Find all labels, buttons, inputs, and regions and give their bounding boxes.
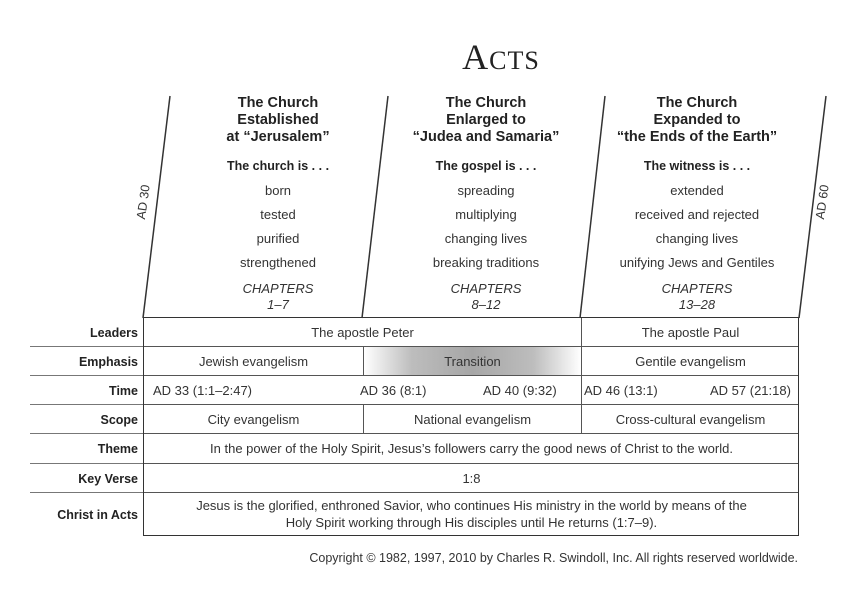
- emphasis-gentile: Gentile evangelism: [635, 353, 746, 369]
- time-ad36: AD 36 (8:1): [360, 382, 427, 398]
- section-heading: The Church Expanded to “the Ends of the Earth”: [616, 95, 778, 145]
- section-jerusalem: [178, 95, 378, 313]
- time-ad46: AD 46 (13:1): [584, 382, 658, 398]
- key-verse-text: 1:8: [462, 470, 481, 486]
- table-row-key-verse: [144, 464, 798, 493]
- chapters-range: 13–28: [678, 297, 716, 312]
- row-divider: [30, 433, 143, 434]
- cell-divider: [581, 376, 582, 404]
- list-item: purified: [256, 231, 300, 246]
- scope-national: National evangelism: [413, 411, 532, 427]
- section-judea-samaria: [386, 95, 586, 313]
- row-label-time: Time: [109, 383, 138, 398]
- list-item: breaking traditions: [432, 255, 540, 270]
- table-row-leaders: [144, 318, 798, 347]
- title-rest: CTS: [489, 46, 540, 75]
- copyright-notice: Copyright © 1982, 1997, 2010 by Charles R. Swindoll, Inc. All rights reserved worldwide.: [309, 551, 798, 565]
- row-label-leaders: Leaders: [90, 325, 138, 340]
- list-item: multiplying: [455, 207, 517, 222]
- row-label-theme: Theme: [97, 442, 138, 456]
- list-item: changing lives: [444, 231, 528, 246]
- row-divider: [30, 404, 143, 405]
- leader-paul: The apostle Paul: [641, 324, 740, 340]
- scope-cross-cultural: Cross-cultural evangelism: [615, 411, 766, 427]
- emphasis-transition: Transition: [364, 347, 581, 375]
- section-lead: The witness is . . .: [643, 159, 751, 173]
- time-ad57: AD 57 (21:18): [710, 382, 791, 398]
- list-item: strengthened: [240, 255, 316, 270]
- timeline-start: AD 30: [134, 183, 153, 221]
- list-item: unifying Jews and Gentiles: [619, 255, 775, 270]
- row-divider: [30, 492, 143, 493]
- table-row-time: [144, 376, 798, 405]
- row-label-key-verse: Key Verse: [78, 471, 138, 486]
- section-heading: The Church Enlarged to “Judea and Samaria”: [412, 95, 560, 145]
- table-row-christ-in-acts: [144, 493, 798, 535]
- title-initial: A: [462, 37, 490, 77]
- emphasis-jewish: Jewish evangelism: [198, 353, 309, 369]
- table-row-emphasis: [144, 347, 798, 376]
- leader-peter: The apostle Peter: [311, 324, 414, 340]
- christ-in-acts-text: Jesus is the glorified, enthroned Savior, who continues His ministry in the world by means of the Holy Spirit working through His disciples until He returns (1:7–9).: [196, 498, 747, 530]
- list-item: born: [264, 183, 292, 198]
- row-label-emphasis: Emphasis: [78, 354, 138, 369]
- row-divider: [30, 346, 143, 347]
- row-divider: [30, 375, 143, 376]
- section-lead: The church is . . .: [226, 159, 330, 173]
- list-item: extended: [670, 183, 724, 198]
- table-row-scope: [144, 405, 798, 434]
- theme-text: In the power of the Holy Spirit, Jesus’s followers carry the good news of Christ to the world.: [210, 441, 733, 456]
- time-ad40: AD 40 (9:32): [483, 382, 557, 398]
- overview-table: [143, 317, 799, 536]
- time-ad33: AD 33 (1:1–2:47): [153, 382, 253, 398]
- section-lead: The gospel is . . .: [435, 159, 537, 173]
- chapters-label: CHAPTERS: [661, 281, 733, 296]
- row-label-scope: Scope: [100, 412, 138, 427]
- scope-city: City evangelism: [207, 411, 300, 427]
- chapters-range: 8–12: [471, 297, 501, 312]
- table-row-theme: [144, 434, 798, 464]
- section-heading: The Church Established at “Jerusalem”: [226, 95, 330, 145]
- list-item: changing lives: [655, 231, 739, 246]
- chapters-range: 1–7: [267, 297, 289, 312]
- section-ends-of-earth: [597, 95, 797, 313]
- list-item: received and rejected: [634, 207, 760, 222]
- list-item: tested: [260, 207, 296, 222]
- row-label-christ-in-acts: Christ in Acts: [57, 508, 138, 522]
- row-divider: [30, 463, 143, 464]
- list-item: spreading: [457, 183, 515, 198]
- timeline-end: AD 60: [813, 183, 832, 221]
- chapters-label: CHAPTERS: [242, 281, 314, 296]
- chapters-label: CHAPTERS: [450, 281, 522, 296]
